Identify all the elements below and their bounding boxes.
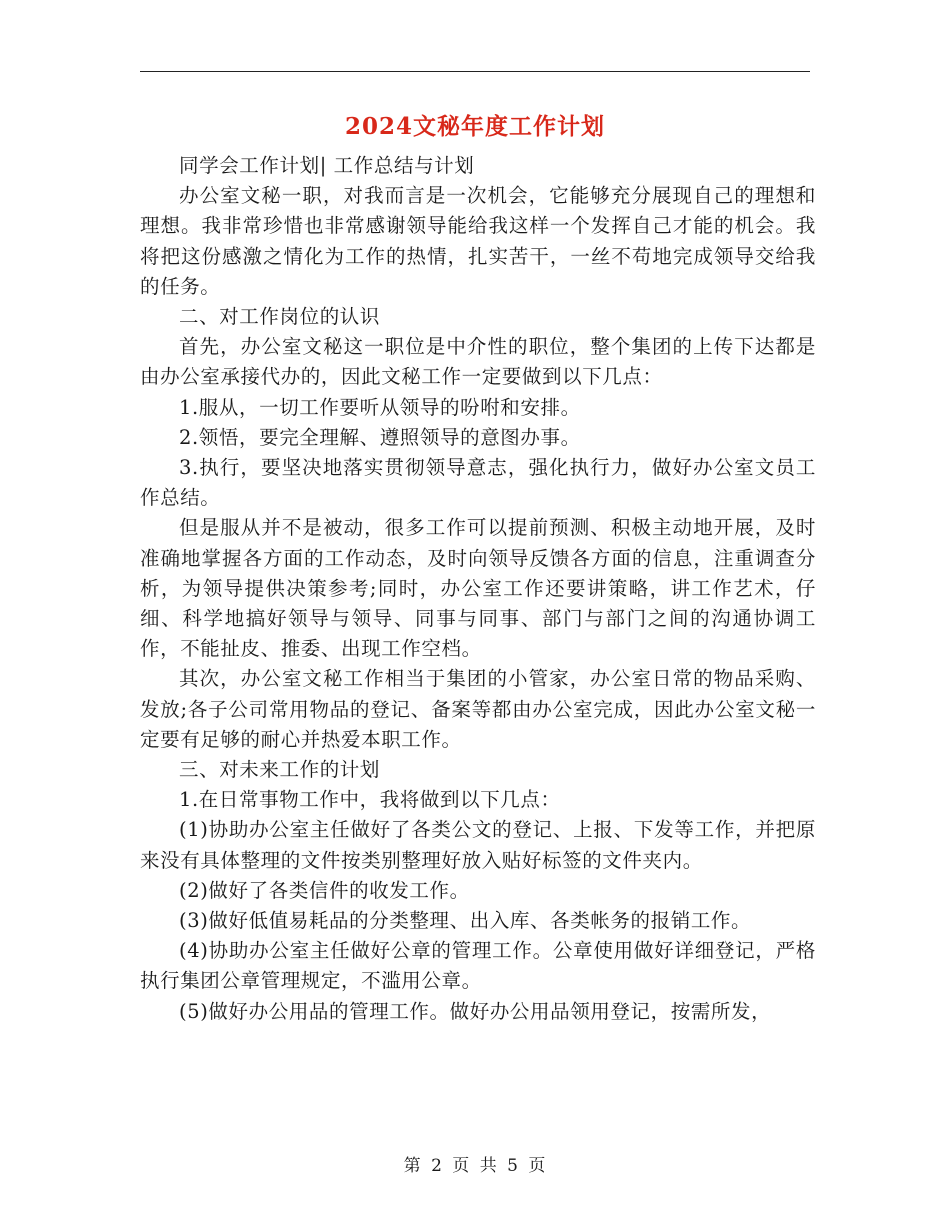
sub-item-2: (2)做好了各类信件的收发工作。	[179, 878, 470, 902]
sub-item-4: (4)协助办公室主任做好公章的管理工作。公章使用做好详细登记，严格执行集团公章管理规定，不滥用公章。	[140, 939, 816, 993]
paragraph-role-overview: 首先，办公室文秘这一职位是中介性的职位，整个集团的上传下达都是由办公室承接代办的，因此文秘工作一定要做到以下几点：	[140, 335, 816, 389]
list-item-obey: 1.服从，一切工作要听从领导的吩咐和安排。	[179, 395, 581, 419]
list-item-execute: 3.执行，要坚决地落实贯彻领导意志，强化执行力，做好办公室文员工作总结。	[140, 456, 816, 510]
document-title: 2024文秘年度工作计划	[344, 113, 605, 140]
section-heading-3: 三、对未来工作的计划	[179, 758, 381, 782]
paragraph-proactive: 但是服从并不是被动，很多工作可以提前预测、积极主动地开展，及时准确地掌握各方面的工作动态，及时向领导反馈各方面的信息，注重调查分析，为领导提供决策参考;同时，办公室工作还要讲策略，讲工作艺术，仔细、科学地搞好领导与领导、同事与同事、部门与部门之间的沟通协调工作，不能扯皮、推委、出现工作空档。	[140, 516, 816, 661]
section-heading-2: 二、对工作岗位的认识	[179, 305, 381, 329]
paragraph-source-line: 同学会工作计划| 工作总结与计划	[179, 154, 475, 177]
sub-item-1: (1)协助办公室主任做好了各类公文的登记、上报、下发等工作，并把原来没有具体整理的文件按类别整理好放入贴好标签的文件夹内。	[140, 818, 816, 872]
paragraph-housekeeper: 其次，办公室文秘工作相当于集团的小管家，办公室日常的物品采购、发放;各子公司常用物品的登记、备案等都由办公室完成，因此办公室文秘一定要有足够的耐心并热爱本职工作。	[140, 667, 816, 751]
page-indicator: 第 2 页 共 5 页	[403, 1156, 547, 1176]
header-rule	[140, 71, 810, 72]
list-item-daily-work: 1.在日常事物工作中，我将做到以下几点：	[179, 788, 561, 812]
sub-item-5: (5)做好办公用品的管理工作。做好办公用品领用登记，按需所发，	[179, 999, 772, 1023]
list-item-understand: 2.领悟，要完全理解、遵照领导的意图办事。	[179, 425, 581, 449]
document-body	[140, 151, 816, 1027]
paragraph-intro: 办公室文秘一职，对我而言是一次机会，它能够充分展现自己的理想和理想。我非常珍惜也非常感谢领导能给我这样一个发挥自己才能的机会。我将把这份感激之情化为工作的热情，扎实苦干，一丝不苟地完成领导交给我的任务。	[140, 184, 816, 298]
sub-item-3: (3)做好低值易耗品的分类整理、出入库、各类帐务的报销工作。	[179, 909, 752, 933]
